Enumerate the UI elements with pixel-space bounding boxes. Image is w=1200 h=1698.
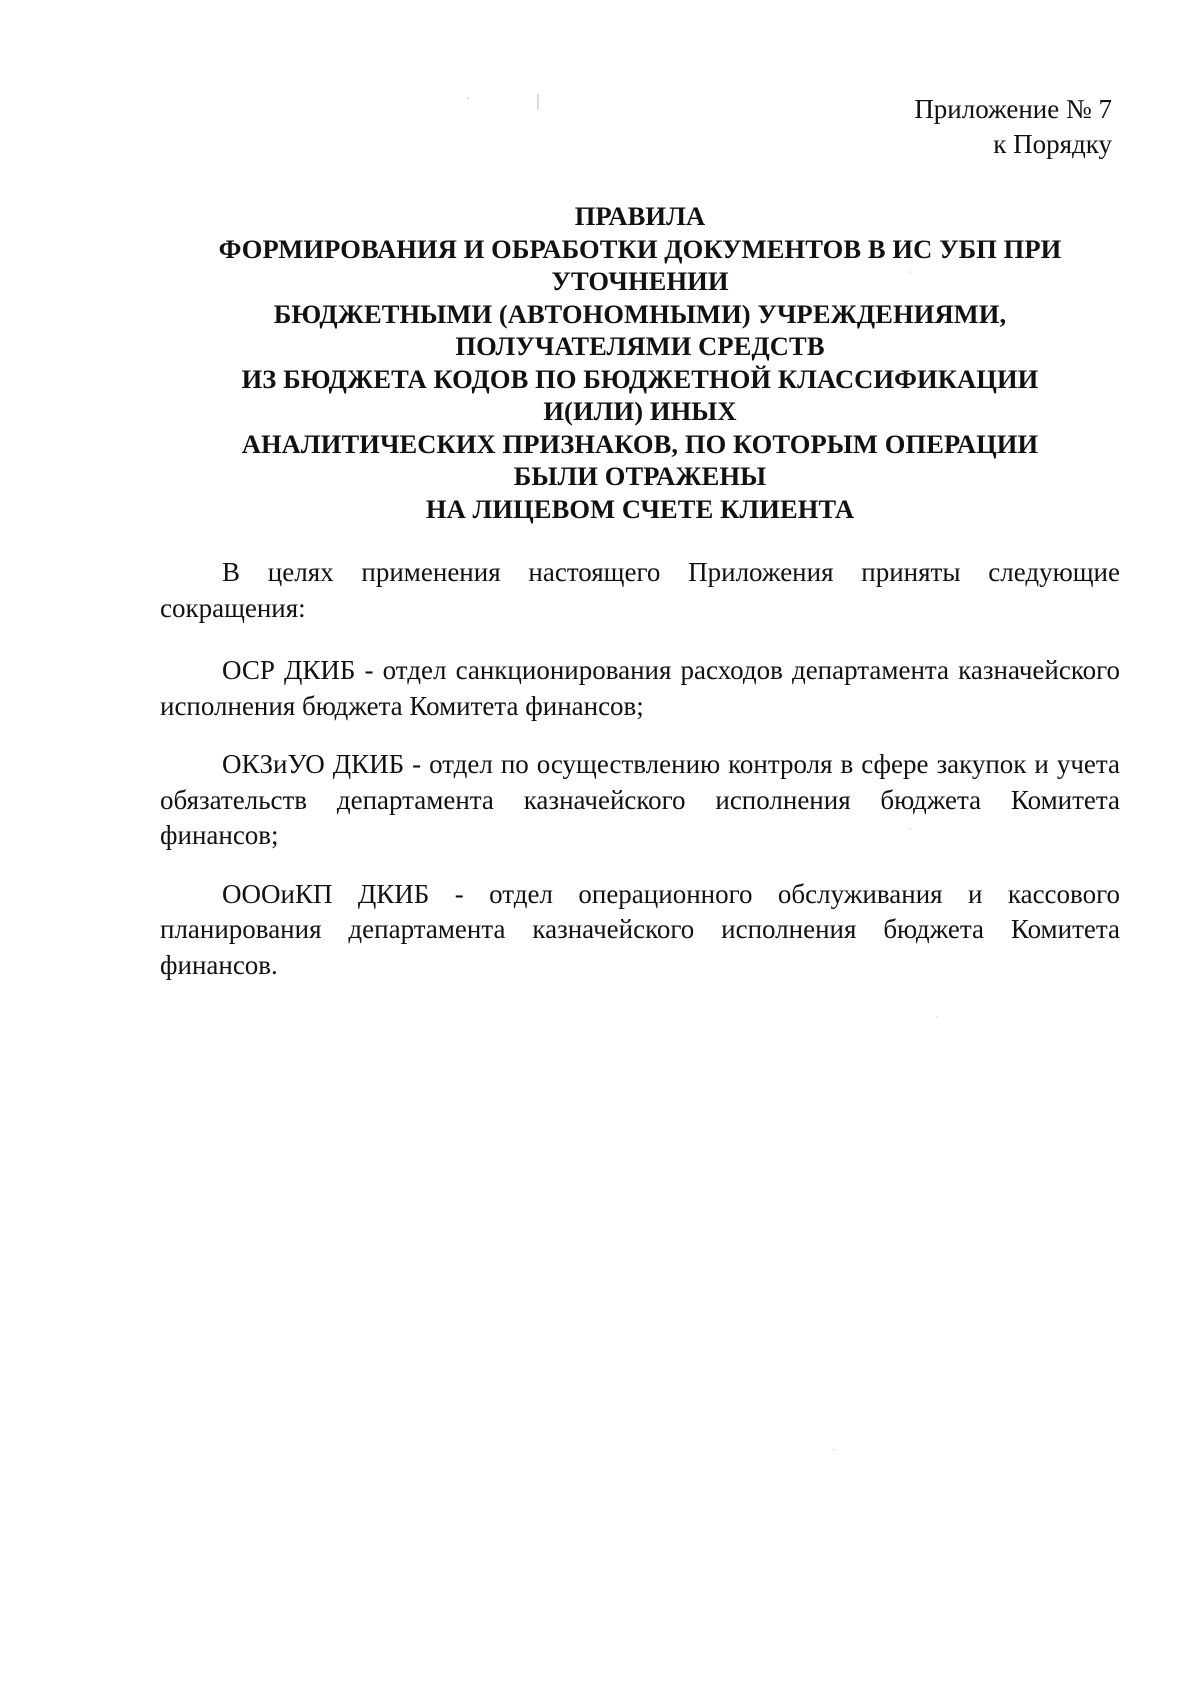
annex-target: к Порядку xyxy=(993,129,1112,159)
definition-osr: ОСР ДКИБ - отдел санкционирования расходов департамента казначейского исполнения бюджета Комитета финансов; xyxy=(160,655,1120,721)
annex-reference xyxy=(914,92,1112,162)
title-line: БЮДЖЕТНЫМИ (АВТОНОМНЫМИ) УЧРЕЖДЕНИЯМИ, xyxy=(273,298,1007,329)
title-line: НА ЛИЦЕВОМ СЧЕТЕ КЛИЕНТА xyxy=(425,493,855,524)
title-line: УТОЧНЕНИИ xyxy=(551,266,729,296)
title-line: И(ИЛИ) ИНЫХ xyxy=(543,396,737,426)
document-title xyxy=(160,200,1120,525)
annex-number: Приложение № 7 xyxy=(914,94,1112,124)
title-line: ПРАВИЛА xyxy=(574,201,706,231)
title-line: БЫЛИ ОТРАЖЕНЫ xyxy=(513,461,767,491)
document-body xyxy=(160,555,1120,1006)
definition-okziuo: ОКЗиУО ДКИБ - отдел по осуществлению контроля в сфере закупок и учета обязательств департамента казначейского исполнения бюджета Комитета финансов; xyxy=(160,749,1120,850)
title-line: ИЗ БЮДЖЕТА КОДОВ ПО БЮДЖЕТНОЙ КЛАССИФИКАЦИИ xyxy=(241,363,1039,394)
title-line: ПОЛУЧАТЕЛЯМИ СРЕДСТВ xyxy=(455,331,825,361)
title-line: АНАЛИТИЧЕСКИХ ПРИЗНАКОВ, ПО КОТОРЫМ ОПЕРАЦИИ xyxy=(241,428,1039,459)
definition-oooikp: ОООиКП ДКИБ - отдел операционного обслуживания и кассового планирования департамента казначейского исполнения бюджета Комитета финансов. xyxy=(160,878,1120,980)
intro-paragraph: В целях применения настоящего Приложения приняты следующие сокращения: xyxy=(160,557,1120,623)
title-line: ФОРМИРОВАНИЯ И ОБРАБОТКИ ДОКУМЕНТОВ В ИС УБП ПРИ xyxy=(218,233,1062,264)
